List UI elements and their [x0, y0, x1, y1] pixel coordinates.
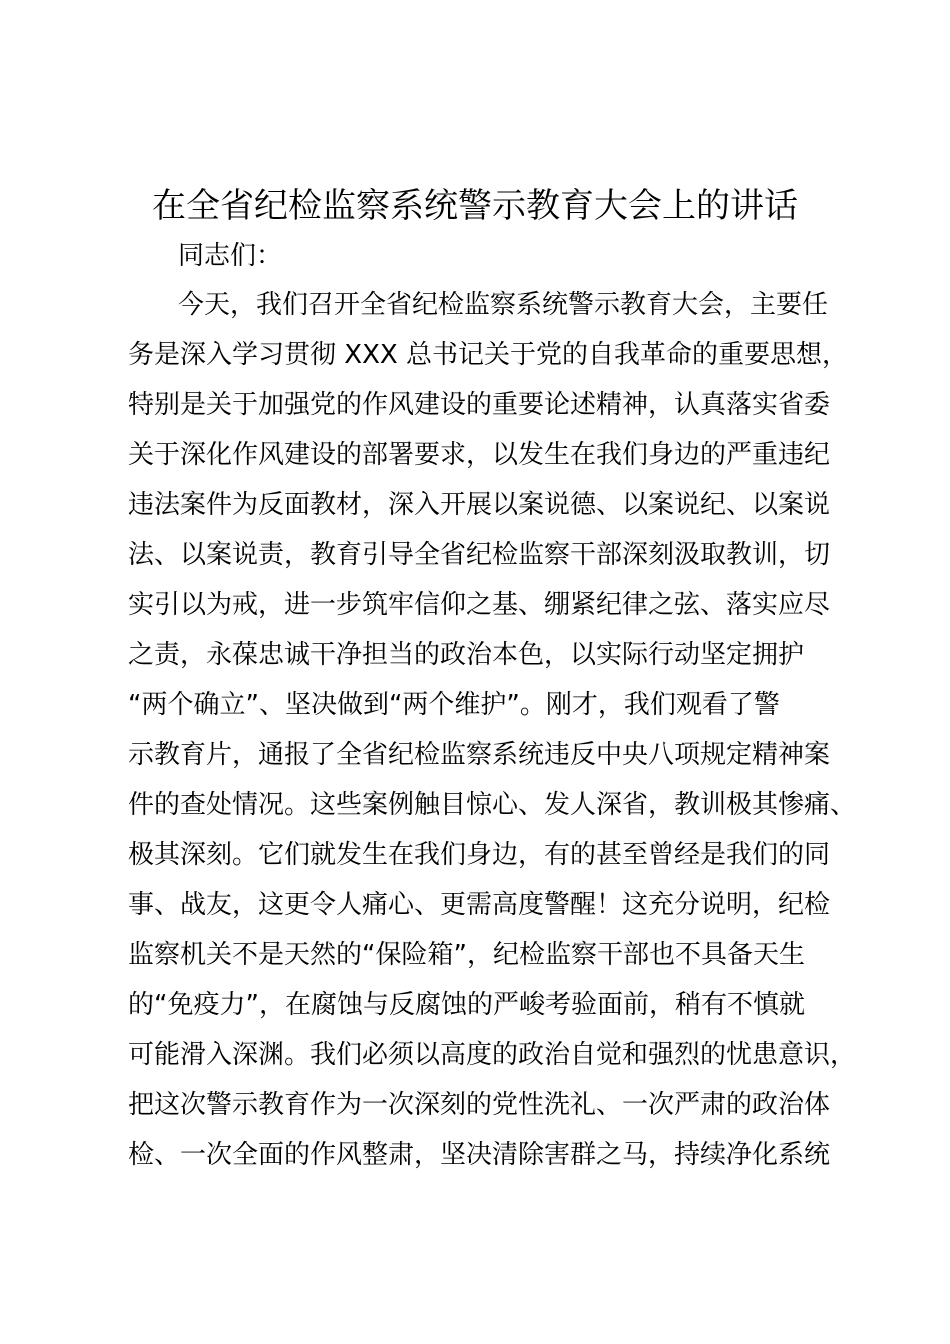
body-line: 实引以为戒，进一步筑牢信仰之基、绷紧纪律之弦、落实应尽 [128, 590, 831, 620]
body-line: 特别是关于加强党的作风建设的重要论述精神，认真落实省委 [128, 390, 831, 420]
body-line: 之责，永葆忠诚干净担当的政治本色，以实际行动坚定拥护 [128, 640, 805, 670]
body-line: 极其深刻。它们就发生在我们身边，有的甚至曾经是我们的同 [128, 840, 831, 870]
body-line: 件的查处情况。这些案例触目惊心、发人深省，教训极其惨痛、 [128, 790, 857, 820]
body-line: 的“免疫力”，在腐蚀与反腐蚀的严峻考验面前，稍有不慎就 [128, 990, 805, 1020]
body-line: 今天，我们召开全省纪检监察系统警示教育大会，主要任 [178, 290, 829, 320]
body-line: 务是深入学习贯彻 XXX 总书记关于党的自我革命的重要思想， [128, 340, 848, 370]
document-title: 在全省纪检监察系统警示教育大会上的讲话 [152, 186, 798, 226]
body-line: 违法案件为反面教材，深入开展以案说德、以案说纪、以案说 [128, 490, 831, 520]
body-line: 检、一次全面的作风整肃，坚决清除害群之马，持续净化系统 [128, 1140, 831, 1170]
body-line: 事、战友，这更令人痛心、更需高度警醒！这充分说明，纪检 [128, 890, 831, 920]
body-line: 关于深化作风建设的部署要求，以发生在我们身边的严重违纪 [128, 440, 831, 470]
body-line: 示教育片，通报了全省纪检监察系统违反中央八项规定精神案 [128, 740, 831, 770]
salutation: 同志们： [178, 241, 283, 271]
body-line: 法、以案说责，教育引导全省纪检监察干部深刻汲取教训，切 [128, 540, 831, 570]
body-line: 把这次警示教育作为一次深刻的党性洗礼、一次严肃的政治体 [128, 1090, 831, 1120]
body-line: “两个确立”、坚决做到“两个维护”。刚才，我们观看了警 [128, 690, 780, 720]
body-line: 监察机关不是天然的“保险箱”，纪检监察干部也不具备天生 [128, 940, 805, 970]
body-line: 可能滑入深渊。我们必须以高度的政治自觉和强烈的忧患意识， [128, 1040, 857, 1070]
